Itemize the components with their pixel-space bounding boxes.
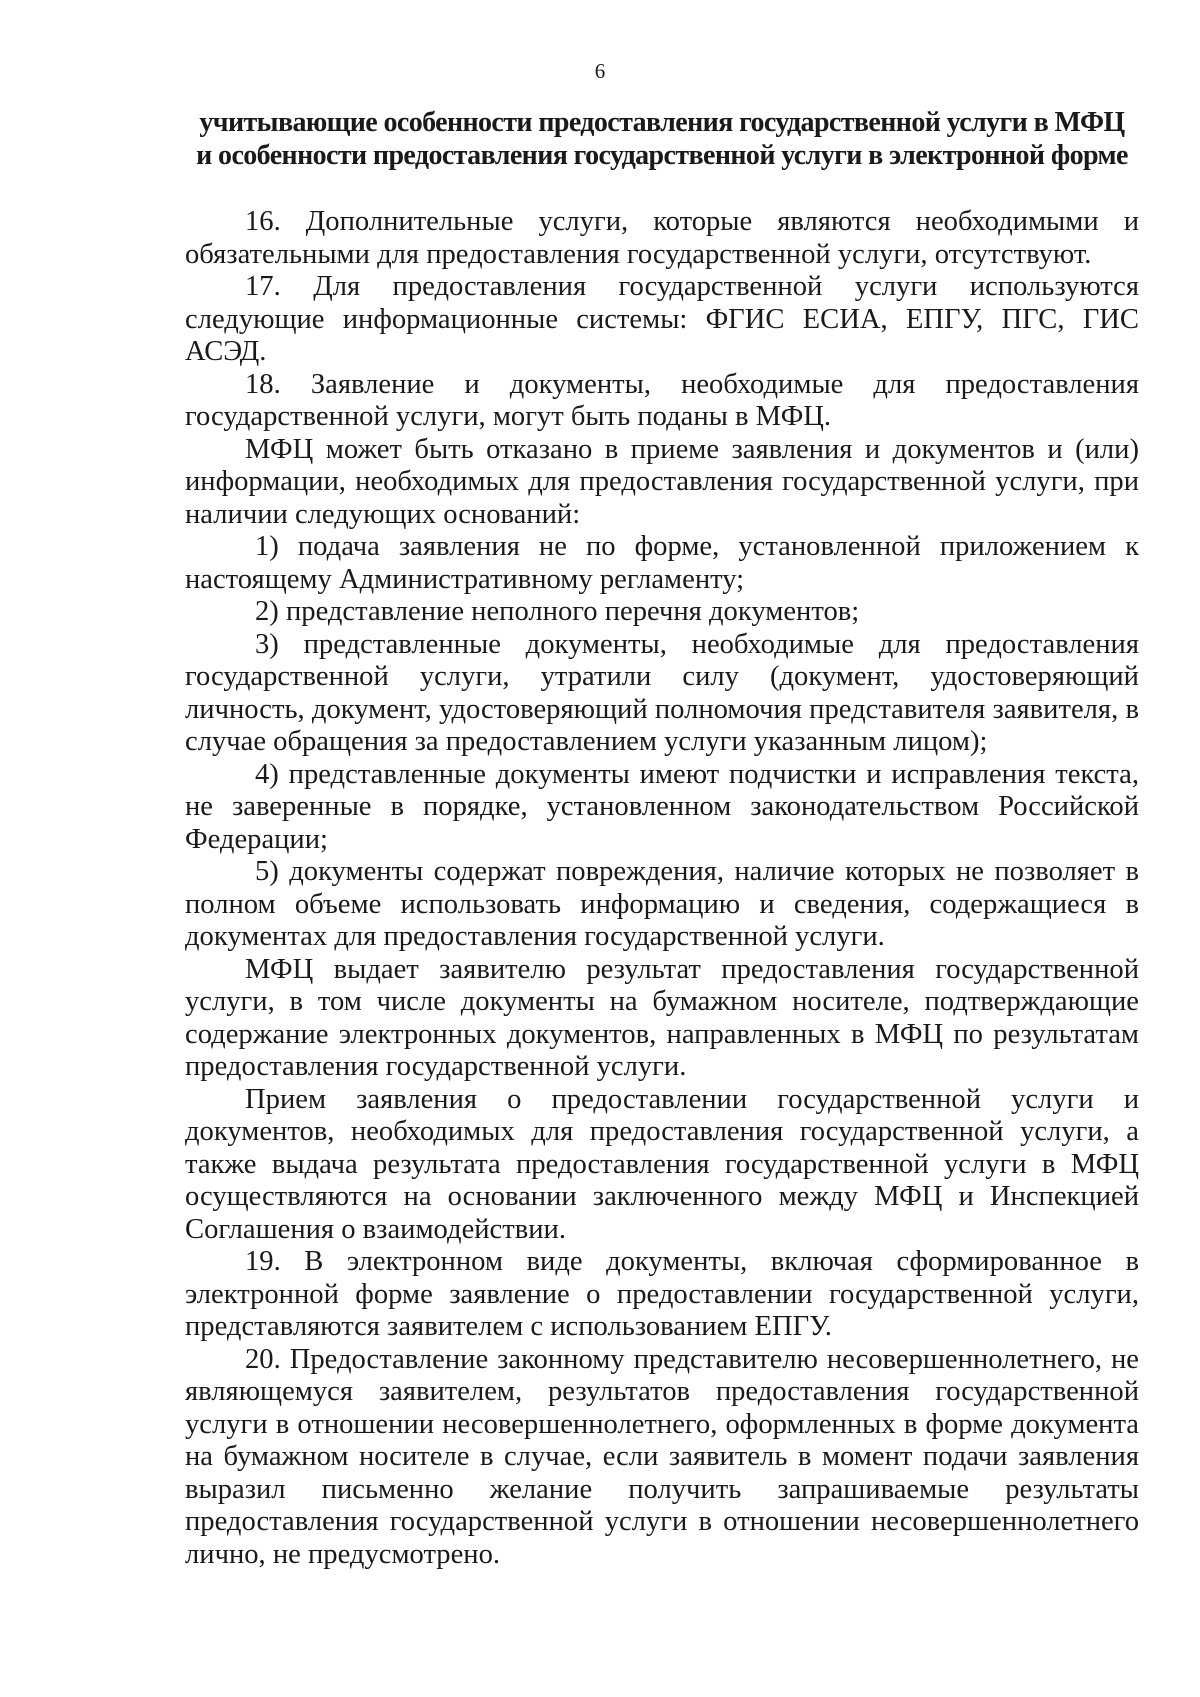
list-item-4: 4) представленные документы имеют подчистки и исправления текста, не заверенные в порядке, установленном законодательством Российской Федерации; [185, 758, 1139, 855]
list-item-3: 3) представленные документы, необходимые для предоставления государственной услуги, утратили силу (документ, удостоверяющий личность, документ, удостоверяющий полномочия представителя заявителя, в случае обращения за предоставлением услуги указанным лицом); [185, 628, 1139, 757]
list-item-2: 2) представление неполного перечня документов; [255, 596, 860, 627]
paragraph-19: 19. В электронном виде документы, включая сформированное в электронной форме заявление о предоставлении государственной услуги, представляются заявителем с использованием ЕПГУ. [185, 1246, 1139, 1342]
paragraph-20: 20. Предоставление законному представителю несовершеннолетнего, не являющемуся заявителем, результатов предоставления государственной услуги в отношении несовершеннолетнего, оформленных в форме документа на бумажном носителе в случае, если заявитель в момент подачи заявления выразил письменно желание получить запрашиваемые результаты предоставления государственной услуги в отношении несовершеннолетнего лично, не предусмотрено. [185, 1343, 1139, 1570]
list-item-1: 1) подача заявления не по форме, установленной приложением к настоящему Административному регламенту; [185, 531, 1139, 595]
document-body [185, 206, 1139, 1571]
list-item-5: 5) документы содержат повреждения, наличие которых не позволяет в полном объеме использовать информацию и сведения, содержащиеся в документах для предоставления государственной услуги. [185, 856, 1139, 952]
section-heading-line-1: учитывающие особенности предоставления государственной услуги в МФЦ [199, 107, 1125, 138]
section-heading [185, 106, 1139, 172]
paragraph-17: 17. Для предоставления государственной услуги используются следующие информационные системы: ФГИС ЕСИА, ЕПГУ, ПГС, ГИС АСЭД. [185, 271, 1139, 367]
paragraph-16: 16. Дополнительные услуги, которые являются необходимыми и обязательными для предоставления государственной услуги, отсутствуют. [185, 206, 1139, 270]
paragraph-18: 18. Заявление и документы, необходимые для предоставления государственной услуги, могут быть поданы в МФЦ. [185, 368, 1139, 432]
page-number: 6 [594, 59, 606, 83]
paragraph-mfc-result: МФЦ выдает заявителю результат предоставления государственной услуги, в том числе документы на бумажном носителе, подтверждающие содержание электронных документов, направленных в МФЦ по результатам предоставления государственной услуги. [185, 953, 1139, 1082]
paragraph-reception: Прием заявления о предоставлении государственной услуги и документов, необходимых для предоставления государственной услуги, а также выдача результата предоставления государственной услуги в МФЦ осуществляются на основании заключенного между МФЦ и Инспекцией Соглашения о взаимодействии. [185, 1083, 1139, 1245]
paragraph-mfc-refusal: МФЦ может быть отказано в приеме заявления и документов и (или) информации, необходимых для предоставления государственной услуги, при наличии следующих оснований: [185, 433, 1139, 530]
section-heading-line-2: и особенности предоставления государственной услуги в электронной форме [196, 140, 1128, 171]
